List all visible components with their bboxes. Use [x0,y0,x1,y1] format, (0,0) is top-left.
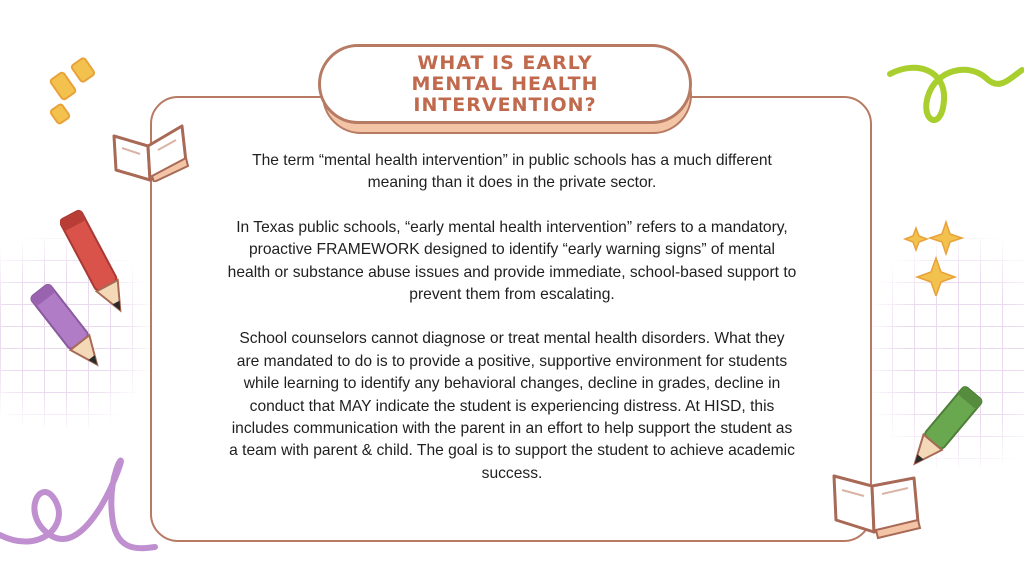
paragraph-counselor-role: School counselors cannot diagnose or treat mental health disorders. What they are mandated to do is to provide a positive, supportive environment for students while learning to identify any behavioral changes, decline in grades, decline in conduct that MAY indicate the student is experiencing distress. At HISD, this includes communication with the parent in an effort to help support the student as a team with parent & child. The goal is to support the student to achieve academic success. [229,330,795,482]
sparkle-icon [900,218,970,296]
sparkle-icon [45,52,115,132]
content-body [226,150,798,507]
swirl-icon [0,455,160,565]
pencil-icon [30,280,110,380]
paragraph-texas-definition: In Texas public schools, “early mental health intervention” refers to a mandatory, proactive FRAMEWORK designed to identify “early warning signs” of mental health or substance abuse issues and provide immediate, school-based support to prevent them from escalating. [227,218,797,304]
open-book-icon [106,118,192,182]
title-pill [318,44,692,124]
open-book-icon [828,462,924,542]
paragraph-intro: The term “mental health intervention” in public schools has a much different meaning than it does in the private sector. [252,152,772,192]
swirl-icon [886,52,1024,152]
page-title: WHAT IS EARLY MENTAL HEALTH INTERVENTION? [411,51,599,116]
